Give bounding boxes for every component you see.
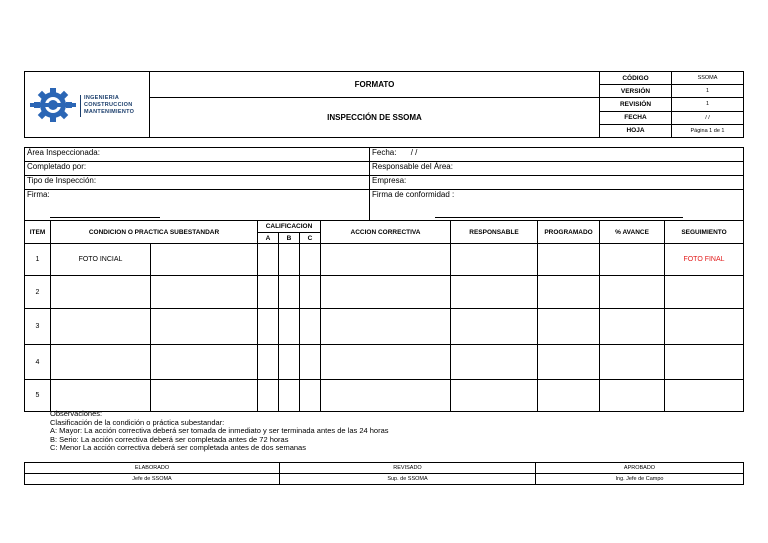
row-calif-b[interactable] <box>279 276 300 309</box>
row-calif-a[interactable] <box>258 380 279 412</box>
row-calif-c[interactable] <box>300 244 321 276</box>
field-label-hoja: HOJA <box>600 124 672 137</box>
completado-field[interactable] <box>25 162 370 176</box>
observations-title: Observaciones: <box>50 409 103 418</box>
row-programado[interactable] <box>538 380 600 412</box>
responsable-area-label: Responsable del Área: <box>372 162 453 171</box>
field-label-codigo: CÓDIGO <box>600 72 672 85</box>
header-c: C <box>300 233 321 244</box>
field-label-version: VERSIÓN <box>600 85 672 98</box>
row-responsable[interactable] <box>451 244 538 276</box>
empresa-label: Empresa: <box>372 176 407 185</box>
row-item: 1 <box>25 244 51 276</box>
company-logo <box>30 86 145 124</box>
sig-name-revisado[interactable]: Sup. de SSOMA <box>280 474 536 485</box>
sig-name-elaborado[interactable]: Jefe de SSOMA <box>25 474 280 485</box>
row-foto-final[interactable] <box>665 309 744 345</box>
row-calif-c[interactable] <box>300 276 321 309</box>
row-calif-a[interactable] <box>258 309 279 345</box>
row-accion[interactable] <box>321 276 451 309</box>
row-avance[interactable] <box>600 380 665 412</box>
field-label-fecha: FECHA <box>600 111 672 124</box>
row-avance[interactable] <box>600 309 665 345</box>
fecha-label: Fecha: <box>372 148 397 157</box>
row-foto-inicial[interactable] <box>51 345 151 380</box>
sig-role-elaborado: ELABORADO <box>25 463 280 474</box>
table-row <box>25 345 744 380</box>
row-calif-c[interactable] <box>300 380 321 412</box>
gear-icon <box>30 86 76 124</box>
classification-heading: Clasificación de la condición o práctica subestandar: <box>50 417 225 427</box>
fecha-value: / / <box>410 148 418 157</box>
area-label: Área Inspeccionada: <box>27 148 100 157</box>
row-condicion[interactable] <box>151 345 258 380</box>
responsable-area-field[interactable] <box>370 162 744 176</box>
row-accion[interactable] <box>321 309 451 345</box>
row-foto-inicial[interactable] <box>51 276 151 309</box>
row-calif-a[interactable] <box>258 345 279 380</box>
table-row <box>25 276 744 309</box>
row-programado[interactable] <box>538 276 600 309</box>
row-condicion[interactable] <box>151 309 258 345</box>
row-foto-inicial[interactable]: FOTO INCIAL <box>51 244 151 276</box>
row-condicion[interactable] <box>151 380 258 412</box>
field-value-hoja: Página 1 de 1 <box>672 124 744 137</box>
row-calif-b[interactable] <box>279 380 300 412</box>
empresa-field[interactable] <box>370 176 744 190</box>
inspection-table <box>24 220 744 412</box>
row-item: 4 <box>25 345 51 380</box>
classification-c: C: Menor La acción correctiva deberá ser completada antes de dos semanas <box>50 443 306 453</box>
field-value-version: 1 <box>672 85 744 98</box>
logo-line-1: INGENIERIA <box>84 95 120 101</box>
row-item: 3 <box>25 309 51 345</box>
header-responsable: RESPONSABLE <box>451 221 538 244</box>
row-foto-final[interactable] <box>665 345 744 380</box>
row-programado[interactable] <box>538 309 600 345</box>
row-avance[interactable] <box>600 244 665 276</box>
area-field[interactable] <box>25 148 370 162</box>
header-b: B <box>279 233 300 244</box>
header-accion: ACCION CORRECTIVA <box>321 221 451 244</box>
firma-label: Firma: <box>27 190 50 199</box>
row-responsable[interactable] <box>451 345 538 380</box>
row-accion[interactable] <box>321 345 451 380</box>
field-value-revision: 1 <box>672 98 744 111</box>
header-calificacion: CALIFICACION <box>258 221 321 233</box>
row-responsable[interactable] <box>451 380 538 412</box>
info-table <box>24 147 744 221</box>
row-foto-final[interactable] <box>665 380 744 412</box>
classification-b: B: Serio: La acción correctiva deberá ser completada antes de 72 horas <box>50 434 289 444</box>
row-accion[interactable] <box>321 244 451 276</box>
observations-block <box>50 410 470 453</box>
row-responsable[interactable] <box>451 309 538 345</box>
header-item: ITEM <box>25 221 51 244</box>
completado-label: Completado por: <box>27 162 87 171</box>
row-calif-c[interactable] <box>300 345 321 380</box>
row-foto-inicial[interactable] <box>51 380 151 412</box>
table-row <box>25 309 744 345</box>
field-value-codigo: SSOMA <box>672 72 744 85</box>
row-avance[interactable] <box>600 345 665 380</box>
row-condicion[interactable] <box>151 276 258 309</box>
header-programado: PROGRAMADO <box>538 221 600 244</box>
sig-role-aprobado: APROBADO <box>536 463 744 474</box>
format-label: FORMATO <box>150 72 600 98</box>
classification-a: A: Mayor: La acción correctiva deberá ser tomada de inmediato y ser terminada antes de las 24 horas <box>50 426 389 436</box>
tipo-label: Tipo de Inspección: <box>27 176 97 185</box>
logo-line-3: MANTENIMIENTO <box>84 109 135 115</box>
table-row <box>25 380 744 412</box>
conformidad-field[interactable] <box>370 190 744 221</box>
row-calif-c[interactable] <box>300 309 321 345</box>
row-avance[interactable] <box>600 276 665 309</box>
sig-role-revisado: REVISADO <box>280 463 536 474</box>
row-responsable[interactable] <box>451 276 538 309</box>
fecha-field[interactable] <box>370 148 744 162</box>
firma-signature-line <box>50 217 160 218</box>
header-condicion: CONDICION O PRACTICA SUBESTANDAR <box>51 221 258 244</box>
row-foto-final[interactable] <box>665 276 744 309</box>
row-item: 2 <box>25 276 51 309</box>
row-calif-b[interactable] <box>279 244 300 276</box>
row-condicion[interactable] <box>151 244 258 276</box>
table-row <box>25 244 744 276</box>
row-calif-b[interactable] <box>279 309 300 345</box>
row-foto-inicial[interactable] <box>51 309 151 345</box>
row-foto-final[interactable]: FOTO FINAL <box>665 244 744 276</box>
row-calif-a[interactable] <box>258 244 279 276</box>
signatures-table <box>24 462 744 485</box>
doc-title: INSPECCIÓN DE SSOMA <box>150 98 600 138</box>
tipo-field[interactable] <box>25 176 370 190</box>
header-a: A <box>258 233 279 244</box>
sig-name-aprobado[interactable]: Ing. Jefe de Campo <box>536 474 744 485</box>
logo-line-2: CONSTRUCCION <box>84 102 133 108</box>
row-programado[interactable] <box>538 244 600 276</box>
conformidad-label: Firma de conformidad : <box>372 190 455 199</box>
row-programado[interactable] <box>538 345 600 380</box>
row-calif-b[interactable] <box>279 345 300 380</box>
field-value-fecha: / / <box>672 111 744 124</box>
header-seguimiento: SEGUIMIENTO <box>665 221 744 244</box>
field-label-revision: REVISIÓN <box>600 98 672 111</box>
header-avance: % AVANCE <box>600 221 665 244</box>
row-item: 5 <box>25 380 51 412</box>
firma-field[interactable] <box>25 190 370 221</box>
conformidad-signature-line <box>435 217 683 218</box>
row-accion[interactable] <box>321 380 451 412</box>
row-calif-a[interactable] <box>258 276 279 309</box>
